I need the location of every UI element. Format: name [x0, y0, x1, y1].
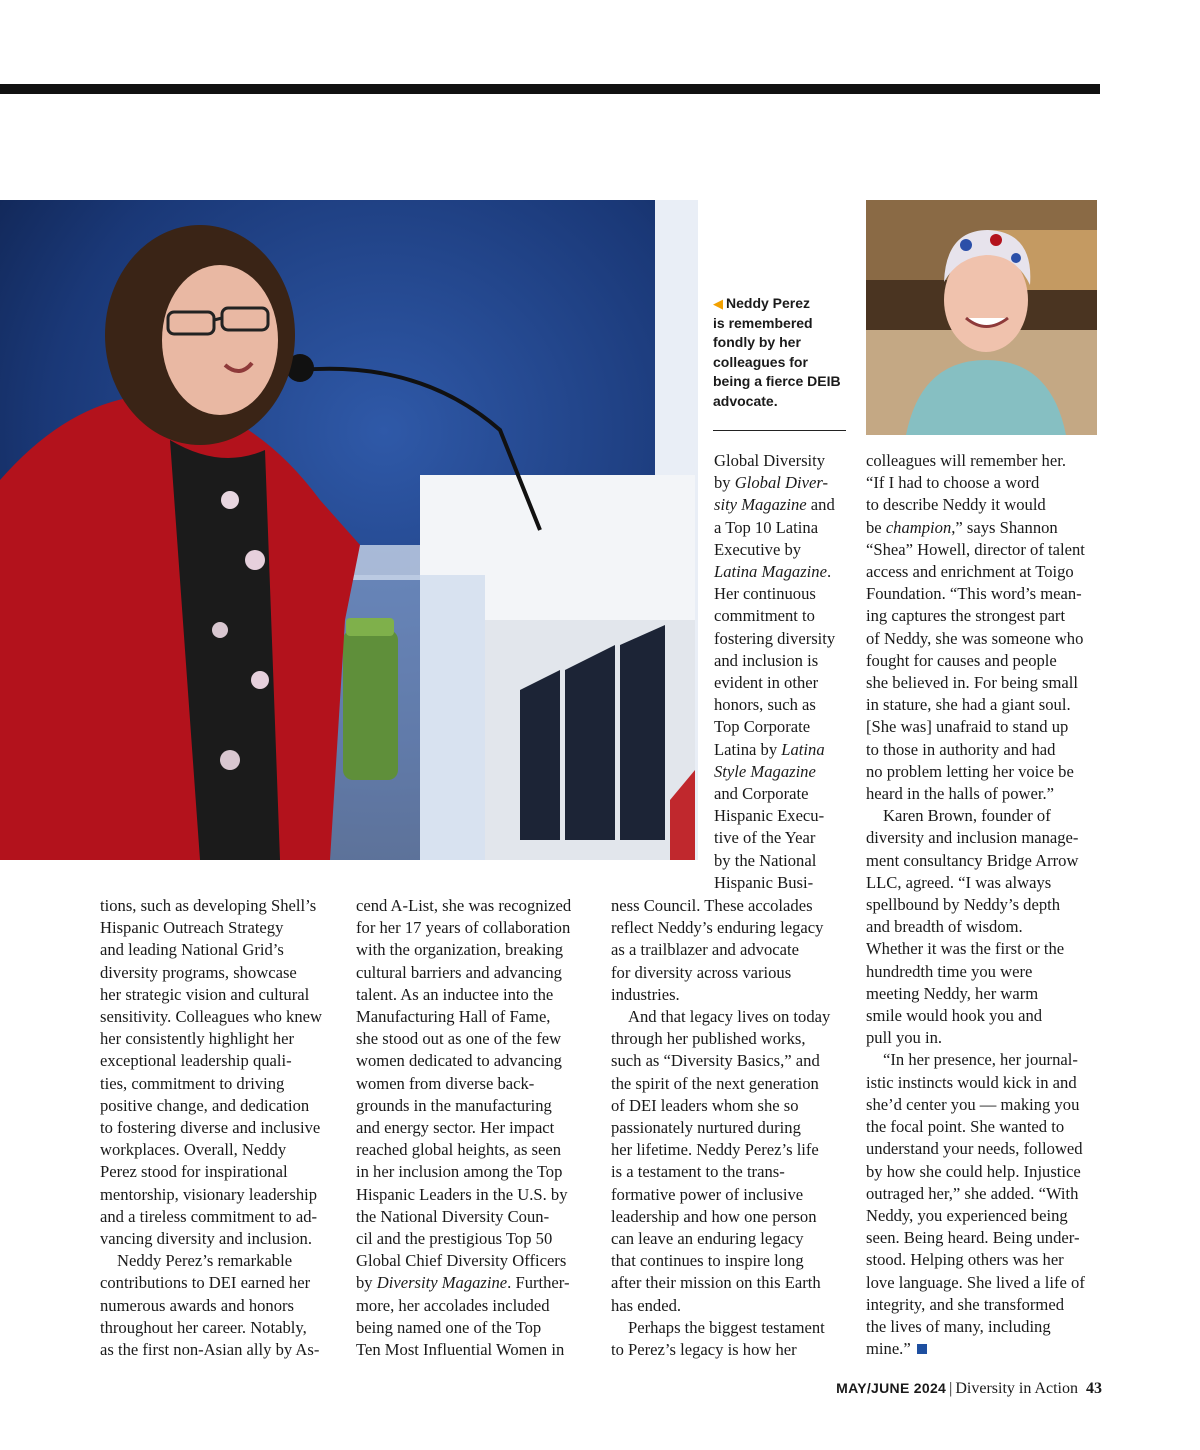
- end-of-article-square-icon: [917, 1344, 927, 1354]
- issue-date: MAY/JUNE 2024: [836, 1380, 947, 1396]
- paragraph: tions, such as developing Shell’s Hispanic Outreach Strategy and leading National Grid’s diversity programs, showcase her strategic vision and cultural sensitivity. Colleagues who knew her consistently highlight her exceptional leadership quali- ties, commitment to driving positive change, and dedication to fostering diverse and inclusive workplaces. Overall, Neddy Perez stood for inspirational mentorship, visionary leadership and a tireless commitment to ad- vancing diversity and inclusion.: [100, 896, 322, 1249]
- paragraph: And that legacy lives on today through her published works, such as “Diversity Basics,” and the spirit of the next generation of DEI leaders whom she so passionately nurtured during her lifetime. Neddy Perez’s life is a testament to the trans- formative power of inclusive leadership and how one person can leave an enduring legacy that continues to inspire long after their mission on this Earth has ended.: [611, 1007, 831, 1315]
- article-column-1: [100, 895, 340, 1361]
- paragraph: Perhaps the biggest testament to Perez’s legacy is how her: [611, 1317, 825, 1360]
- paragraph: Global Diversity by Global Diver- sity Magazine and a Top 10 Latina Executive by Latina Magazine. Her continuous commitment to fostering diversity and inclusion is evident in other honors, such as Top Corporate Latina by Latina Style Magazine and Corporate Hispanic Execu- tive of the Year by the National Hispanic Busi-: [714, 451, 836, 892]
- page-footer: [820, 1380, 1102, 1398]
- article-column-3-upper: [714, 450, 849, 894]
- paragraph: cend A-List, she was recognized for her 17 years of collaboration with the organization, breaking cultural barriers and advancing talent. As an inductee into the Manufacturing Hall of Fame, she stood out as one of the few women dedicated to advancing women from diverse back- grounds in the manufacturing and energy sector. Her impact reached global heights, as seen in her inclusion among the Top Hispanic Leaders in the U.S. by the National Diversity Coun- cil and the prestigious Top 50 Global Chief Diversity Officers by Diversity Magazine. Further- more, her accolades included being named one of the Top Ten Most Influential Women in: [356, 896, 572, 1360]
- caption-rule: [713, 430, 846, 431]
- paragraph: “In her presence, her journal- istic instincts would kick in and she’d center you — making you the focal point. She wanted to understand your needs, followed by how she could help. Injustice outraged her,” she added. “With Neddy, you experienced being seen. Being heard. Being under- stood. Helping others was her love language. She lived a life of integrity, and she transformed the lives of many, including mine.”: [866, 1050, 1085, 1359]
- main-photo: [0, 200, 698, 860]
- footer-separator: |: [949, 1380, 953, 1397]
- article-column-2: [356, 895, 596, 1361]
- article-column-3-lower: [611, 895, 851, 1361]
- page-number: 43: [1086, 1380, 1102, 1397]
- article-column-4: [866, 450, 1106, 1360]
- photo-caption: ◀ Neddy Perez is remembered fondly by her colleagues for being a fierce DEIB advocate.: [713, 295, 841, 409]
- portrait-photo: [866, 200, 1097, 435]
- paragraph: colleagues will remember her. “If I had to choose a word to describe Neddy it would be champion,” says Shannon “Shea” Howell, director of talent access and enrichment at Toigo Foundation. “This word’s mean- ing captures the strongest part of Neddy, she was someone who fought for causes and people she believed in. For being small in stature, she had a giant soul. [She was] unafraid to stand up to those in authority and had no problem letting her voice be heard in the halls of power.”: [866, 451, 1085, 804]
- top-rule: [0, 84, 1100, 94]
- publication-name: Diversity in Action: [955, 1380, 1078, 1397]
- paragraph: Karen Brown, founder of diversity and inclusion manage- ment consultancy Bridge Arrow LLC, agreed. “I was always spellbound by Neddy’s depth and breadth of wisdom. Whether it was the first or the hundredth time you were meeting Neddy, her warm smile would hook you and pull you in.: [866, 806, 1079, 1048]
- caption-arrow-icon: ◀: [713, 296, 723, 311]
- paragraph: Neddy Perez’s remarkable contributions to DEI earned her numerous awards and honors throughout her career. Notably, as the first non-Asian ally by As-: [100, 1251, 320, 1360]
- paragraph: ness Council. These accolades reflect Neddy’s enduring legacy as a trailblazer and advocate for diversity across various industries.: [611, 896, 824, 1004]
